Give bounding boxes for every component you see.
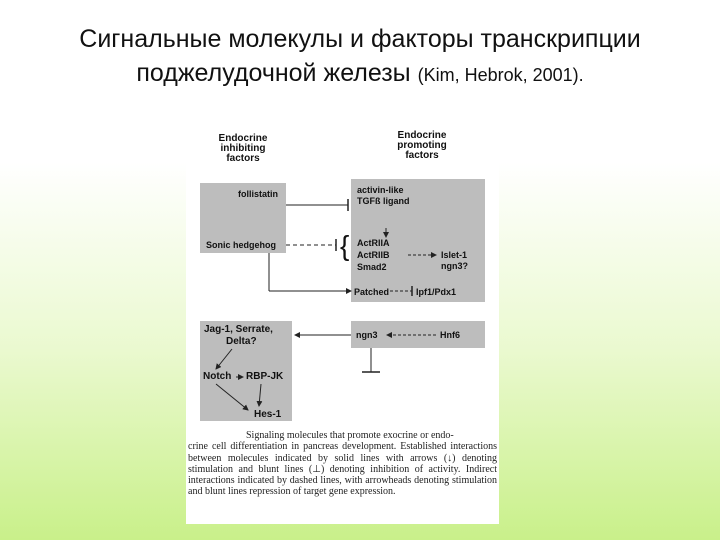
label-jag1: Jag-1, Serrate,: [204, 324, 273, 335]
label-hes1: Hes-1: [254, 409, 282, 420]
label-ngn3: ngn3: [356, 330, 378, 340]
label-smad2: Smad2: [357, 262, 387, 272]
figure-caption: [186, 430, 499, 498]
caption-body: crine cell differentiation in pancreas development. Established interactions between molecules indicated by solid lines with arrows (↓) denoting stimulation and blunt lines (⊥) denoting inhibition of activity. Indirect interactions indicated by dashed lines, with arrowheads denoting stimulation and blunt lines repression of target gene expression.: [188, 441, 497, 498]
label-activin-like: activin-like: [357, 185, 404, 195]
pathway-connectors: [186, 126, 499, 430]
label-actriib: ActRIIB: [357, 250, 390, 260]
header-inhibiting-line1: Endocrine: [218, 133, 268, 144]
label-follistatin: follistatin: [238, 189, 278, 199]
title-line-2-main: поджелудочной железы: [136, 59, 411, 87]
label-ngn3-question: ngn3?: [441, 261, 468, 271]
label-hnf6: Hnf6: [440, 330, 460, 340]
label-patched: Patched: [354, 287, 390, 297]
brace-glyph: {: [340, 230, 350, 261]
title-citation: (Kim, Hebrok, 2001).: [417, 65, 584, 85]
pathway-figure: [186, 126, 499, 524]
header-promoting-line2: promoting: [397, 140, 447, 151]
title-line-1: Сигнальные молекулы и факторы транскрипции: [79, 25, 641, 53]
title-line-2: [0, 56, 720, 92]
label-islet1: Islet-1: [441, 250, 468, 260]
label-sonic-hedgehog: Sonic hedgehog: [206, 240, 277, 250]
label-notch: Notch: [203, 371, 232, 382]
header-inhibiting-line3: factors: [226, 153, 260, 164]
label-ipf1-pdx1: Ipf1/Pdx1: [416, 287, 457, 297]
label-tgfb-ligand: TGFß ligand: [357, 196, 410, 206]
header-inhibiting-line2: inhibiting: [220, 143, 266, 154]
label-delta: Delta?: [226, 336, 257, 347]
header-promoting-line1: Endocrine: [397, 130, 447, 141]
header-promoting-line3: factors: [405, 150, 439, 161]
label-actriia: ActRIIA: [357, 238, 390, 248]
slide-title: [0, 22, 720, 92]
label-rbp-jk: RBP-JK: [246, 371, 284, 382]
caption-first-line: Signaling molecules that promote exocrine or endo-: [246, 430, 454, 441]
